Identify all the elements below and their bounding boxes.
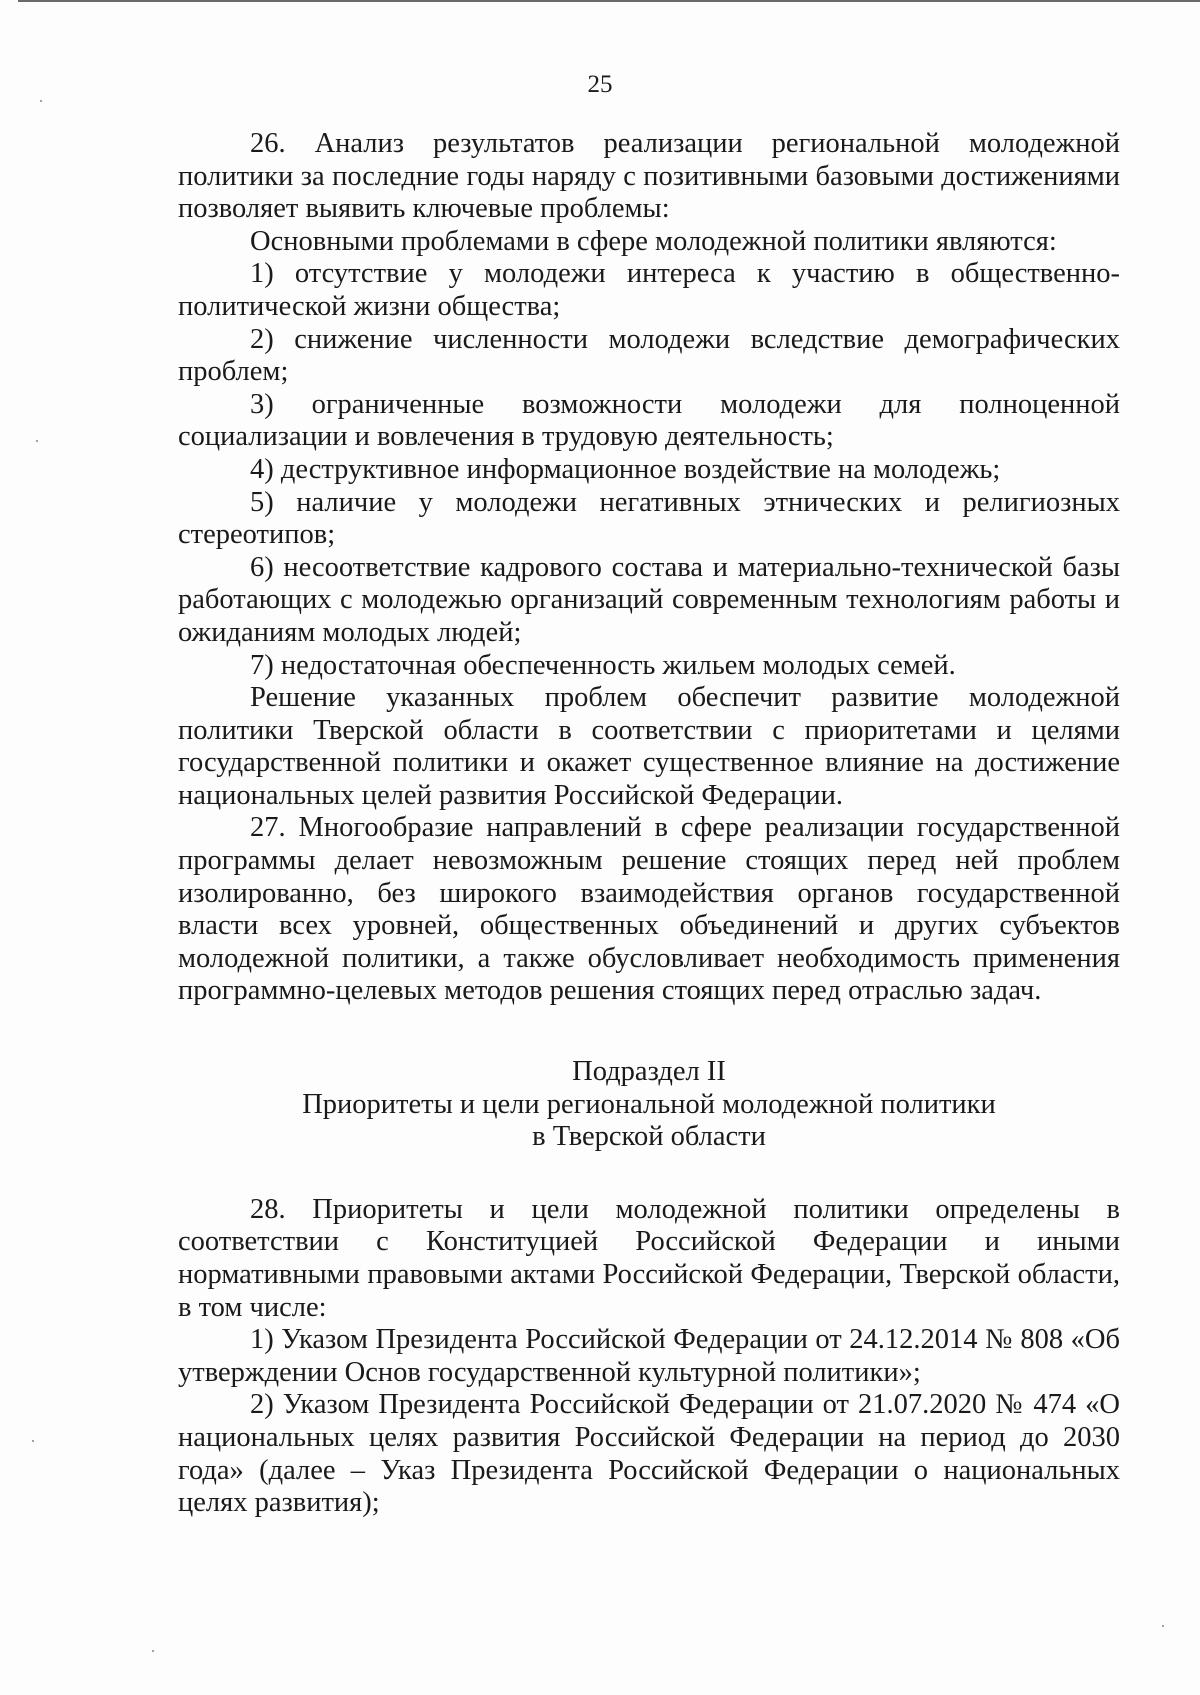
paragraph-solution: Решение указанных проблем обеспечит развитие молодежной политики Тверской области в соответствии с приоритетами и целями государственной политики и окажет существенное влияние на достижение национальных целей развития Российской Федерации. [178,682,1120,811]
subsection-heading [178,1056,1120,1154]
scan-speck [36,440,38,442]
paragraph-27: 27. Многообразие направлений в сфере реализации государственной программы делает невозможным решение стоящих перед ней проблем изолированно, без широкого взаимодействия органов государственной власти всех уровней, общественных объединений и других субъектов молодежной политики, а также обусловливает необходимость применения программно-целевых методов решения стоящих перед отраслью задач. [178,812,1120,1007]
subsection-label: Подраздел II [572,1056,726,1088]
list-item-problem-1: 1) отсутствие у молодежи интереса к участию в общественно-политической жизни общества; [178,258,1120,322]
list-item-problem-6: 6) несоответствие кадрового состава и материально-технической базы работающих с молодежью организаций современным технологиям работы и ожиданиям молодых людей; [178,551,1120,648]
paragraph-28: 28. Приоритеты и цели молодежной политики определены в соответствии с Конституцией Российской Федерации и иными нормативными правовыми актами Российской Федерации, Тверской области, в том числе: [178,1193,1120,1323]
list-item-problem-5: 5) наличие у молодежи негативных этнических и религиозных стереотипов; [178,486,1120,551]
paragraph-26: 26. Анализ результатов реализации региональной молодежной политики за последние годы наряду с позитивными базовыми достижениями позволяет выявить ключевые проблемы: [178,128,1120,225]
page-number: 25 [587,71,613,98]
list-item-problem-2: 2) снижение численности молодежи вследствие демографических проблем; [178,323,1120,388]
paragraph-problems-intro: Основными проблемами в сфере молодежной политики являются: [250,225,1057,257]
list-item-decree-2: 2) Указом Президента Российской Федерации от 21.07.2020 № 474 «О национальных целях развития Российской Федерации на период до 2030 года» (далее – Указ Президента Российской Федерации о национальных целях развития); [178,1389,1120,1519]
scan-speck [32,1440,34,1442]
list-item-problem-4: 4) деструктивное информационное воздействие на молодежь; [250,453,1001,485]
scan-speck [1162,1625,1164,1627]
list-item-problem-7: 7) недостаточная обеспеченность жильем молодых семей. [250,649,956,681]
scan-speck [40,100,42,102]
scan-speck [152,1650,154,1652]
document-body [178,128,1120,1520]
list-item-decree-1: 1) Указом Президента Российской Федерации от 24.12.2014 № 808 «Об утверждении Основ государственной культурной политики»; [178,1324,1120,1388]
subsection-title-line-1: Приоритеты и цели региональной молодежной политики [302,1088,996,1120]
scan-edge-line [18,0,1200,2]
subsection-title-line-2: в Тверской области [532,1121,766,1153]
list-item-problem-3: 3) ограниченные возможности молодежи для полноценной социализации и вовлечения в трудовую деятельность; [178,388,1120,453]
